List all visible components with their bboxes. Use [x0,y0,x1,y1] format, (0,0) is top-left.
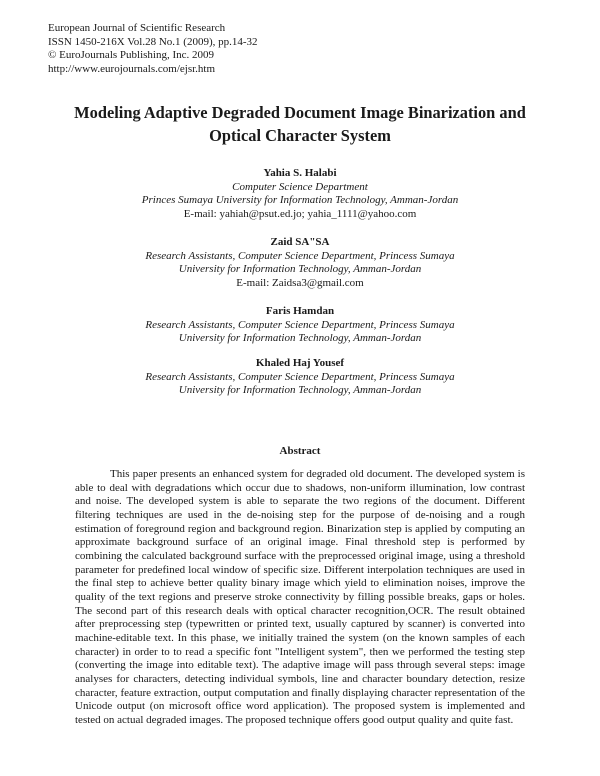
abstract-body: This paper presents an enhanced system for degraded old document. The developed system is able to deal with degradations which occur due to shadows, non-uniform illumination, low contrast and noise. The developed system is able to separate the two regions of the document. Different filtering techniques are used in the de-noising step for the purpose of de-noising and a rough estimation of foreground region and background region. Binarization step is applied by computing an approximate background surface of an original image. Final threshold step is performed by combining the calculated background surface with the preprocessed original image, using a threshold parameter for predefined local window of specific size. Different interpolation techniques are used in the final step to achieve better quality binary image which yield to elimination noises, improve the quality of the text regions and preserve stroke connectivity by filling possible breaks, gaps or holes. The second part of this research deals with optical character recognition,OCR. The result obtained after preprocessing step (typewritten or printed text, usually captured by scanner) is converted into machine-editable text. In this phase, we initially trained the system (on the known samples of each character) in order to to read a specific font "Intelligent system", then we performed the testing step (converting the image into editable text). The adaptive image will pass through several steps: image analyses for characters, detecting individual symbols, line and character boundary detection, resize character, feature extraction, output computation and finally displaying character representation of the Unicode output (on microsoft office word application). The proposed system is implemented and tested on actual degraded images. The proposed technique offers good output quality and quite fast. [75,468,525,726]
author-affiliation: Research Assistants, Computer Science Department, Princess Sumaya [145,318,455,331]
paper-title [30,101,570,147]
author-affiliation: Research Assistants, Computer Science Department, Princess Sumaya [145,249,455,262]
author-affiliation: University for Information Technology, Amman-Jordan [178,384,422,397]
author-block [40,305,560,346]
author-block [40,236,560,290]
journal-url[interactable]: http://www.eurojournals.com/ejsr.htm [48,62,216,75]
author-name: Faris Hamdan [265,305,335,317]
author-affiliation: Computer Science Department [232,180,368,193]
author-name: Khaled Haj Yousef [255,357,345,369]
journal-header [48,22,258,76]
author-email: E-mail: Zaidsa3@gmail.com [236,276,364,289]
title-line-2: Optical Character System [209,126,391,145]
copyright-line: © EuroJournals Publishing, Inc. 2009 [48,49,215,62]
author-name: Zaid SA"SA [270,236,330,248]
author-name: Yahia S. Halabi [263,167,337,179]
journal-name: European Journal of Scientific Research [48,22,226,34]
author-affiliation: Princes Sumaya University for Information Technology, Amman-Jordan [141,194,459,207]
author-affiliation: University for Information Technology, Amman-Jordan [178,263,422,276]
title-line-1: Modeling Adaptive Degraded Document Image Binarization and [74,103,526,122]
issn-line: ISSN 1450-216X Vol.28 No.1 (2009), pp.14-32 [48,35,258,48]
author-affiliation: Research Assistants, Computer Science Department, Princess Sumaya [145,370,455,383]
author-block [40,357,560,398]
author-email: E-mail: yahiah@psut.ed.jo; yahia_1111@yahoo.com [183,207,417,220]
abstract-heading: Abstract [279,445,321,457]
author-affiliation: University for Information Technology, Amman-Jordan [178,332,422,345]
author-block [40,167,560,221]
